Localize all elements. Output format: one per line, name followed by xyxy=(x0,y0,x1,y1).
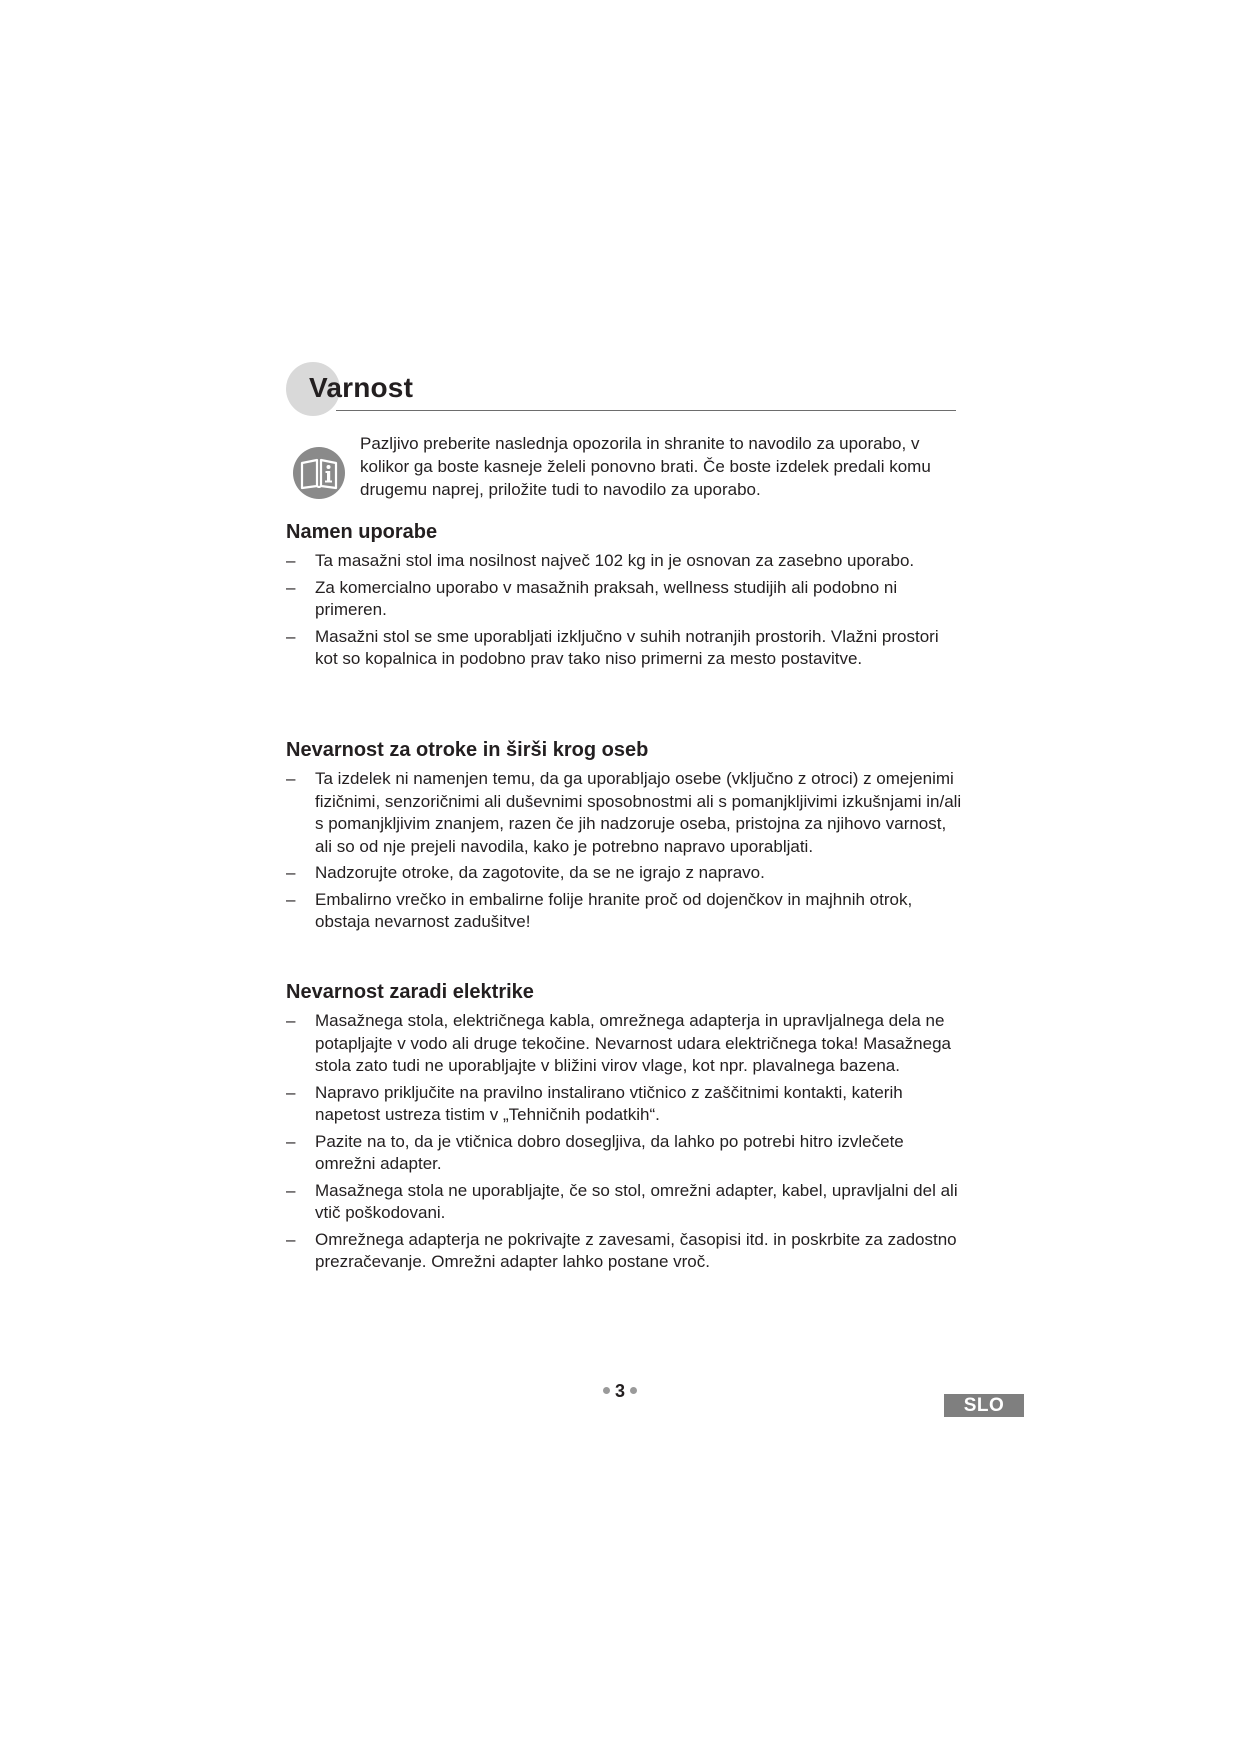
bullet-list xyxy=(286,768,966,934)
dash-bullet: – xyxy=(286,769,296,788)
dash-bullet: – xyxy=(286,863,296,882)
dot-decoration xyxy=(603,1387,610,1394)
bullet-list xyxy=(286,1010,966,1274)
list-item: – Nadzorujte otroke, da zagotovite, da se ne igrajo z napravo. xyxy=(286,862,966,885)
dash-bullet: – xyxy=(286,1011,296,1030)
dot-decoration xyxy=(630,1387,637,1394)
section-danger-children xyxy=(286,738,966,938)
section-intended-use xyxy=(286,520,966,675)
list-item: – Pazite na to, da je vtičnica dobro dosegljiva, da lahko po potrebi hitro izvlečete omrežni adapter. xyxy=(286,1131,904,1173)
list-item: – Masažnega stola, električnega kabla, omrežnega adapterja in upravljalnega dela ne potapljajte v vodo ali druge tekočine. Nevarnost udara električnega toka! Masažnega stola zato tudi ne uporabljajte v bližini virov vlage, kot npr. plavalnega bazena. xyxy=(286,1011,951,1075)
dash-bullet: – xyxy=(286,626,296,646)
dash-bullet: – xyxy=(286,1131,296,1151)
page-title-block xyxy=(286,362,956,416)
dash-bullet: – xyxy=(286,1180,296,1200)
list-item: – Masažnega stola ne uporabljajte, če so stol, omrežni adapter, kabel, upravljalni del ali vtič poškodovani. xyxy=(286,1180,958,1222)
manual-info-icon xyxy=(292,446,346,500)
list-item: – Za komercialno uporabo v masažnih praksah, wellness studijih ali podobno ni primeren. xyxy=(286,577,898,619)
dash-bullet: – xyxy=(286,889,296,909)
list-item: – Omrežnega adapterja ne pokrivajte z zavesami, časopisi itd. in poskrbite za zadostno prezračevanje. Omrežni adapter lahko postane vroč. xyxy=(286,1229,957,1271)
dash-bullet: – xyxy=(286,577,296,597)
page-title: Varnost xyxy=(309,372,414,403)
list-item: – Napravo priključite na pravilno instalirano vtičnico z zaščitnimi kontakti, katerih napetost ustreza tistim v „Tehničnih podatkih“. xyxy=(286,1082,903,1124)
section-heading: Namen uporabe xyxy=(286,521,438,543)
language-badge: SLO xyxy=(944,1394,1024,1417)
list-item: – Ta izdelek ni namenjen temu, da ga uporabljajo osebe (vključno z otroci) z omejenimi fizičnimi, senzoričnimi ali duševnimi sposobnostmi ali s pomanjkljivimi izkušnjami in/ali s pomanjkljivim znanjem, razen če jih nadzoruje oseba, pristojna za njihovo varnost, ali so od nje prejeli navodila, kako je potrebno napravo uporabljati. xyxy=(286,769,962,856)
section-electrical-danger xyxy=(286,980,966,1278)
section-heading: Nevarnost za otroke in širši krog oseb xyxy=(286,739,649,761)
bullet-list xyxy=(286,550,966,671)
page-number: 3 xyxy=(580,1380,660,1402)
dash-bullet: – xyxy=(286,1082,296,1102)
list-item: – Ta masažni stol ima nosilnost največ 102 kg in je osnovan za zasebno uporabo. xyxy=(286,550,966,573)
title-rule xyxy=(336,410,956,411)
dash-bullet: – xyxy=(286,1229,296,1249)
list-item: – Masažni stol se sme uporabljati izključno v suhih notranjih prostorih. Vlažni prostori kot so kopalnica in podobno prav tako niso primerni za mesto postavitve. xyxy=(286,626,939,668)
section-heading: Nevarnost zaradi elektrike xyxy=(286,981,534,1003)
intro-block xyxy=(290,432,960,501)
list-item: – Embalirno vrečko in embalirne folije hranite proč od dojenčkov in majhnih otrok, obstaja nevarnost zadušitve! xyxy=(286,889,913,931)
intro-text: Pazljivo preberite naslednja opozorila in shranite to navodilo za uporabo, v kolikor ga boste kasneje želeli ponovno brati. Če boste izdelek predali komu drugemu naprej, priložite tudi to navodilo za uporabo. xyxy=(360,434,931,499)
dash-bullet: – xyxy=(286,551,296,570)
